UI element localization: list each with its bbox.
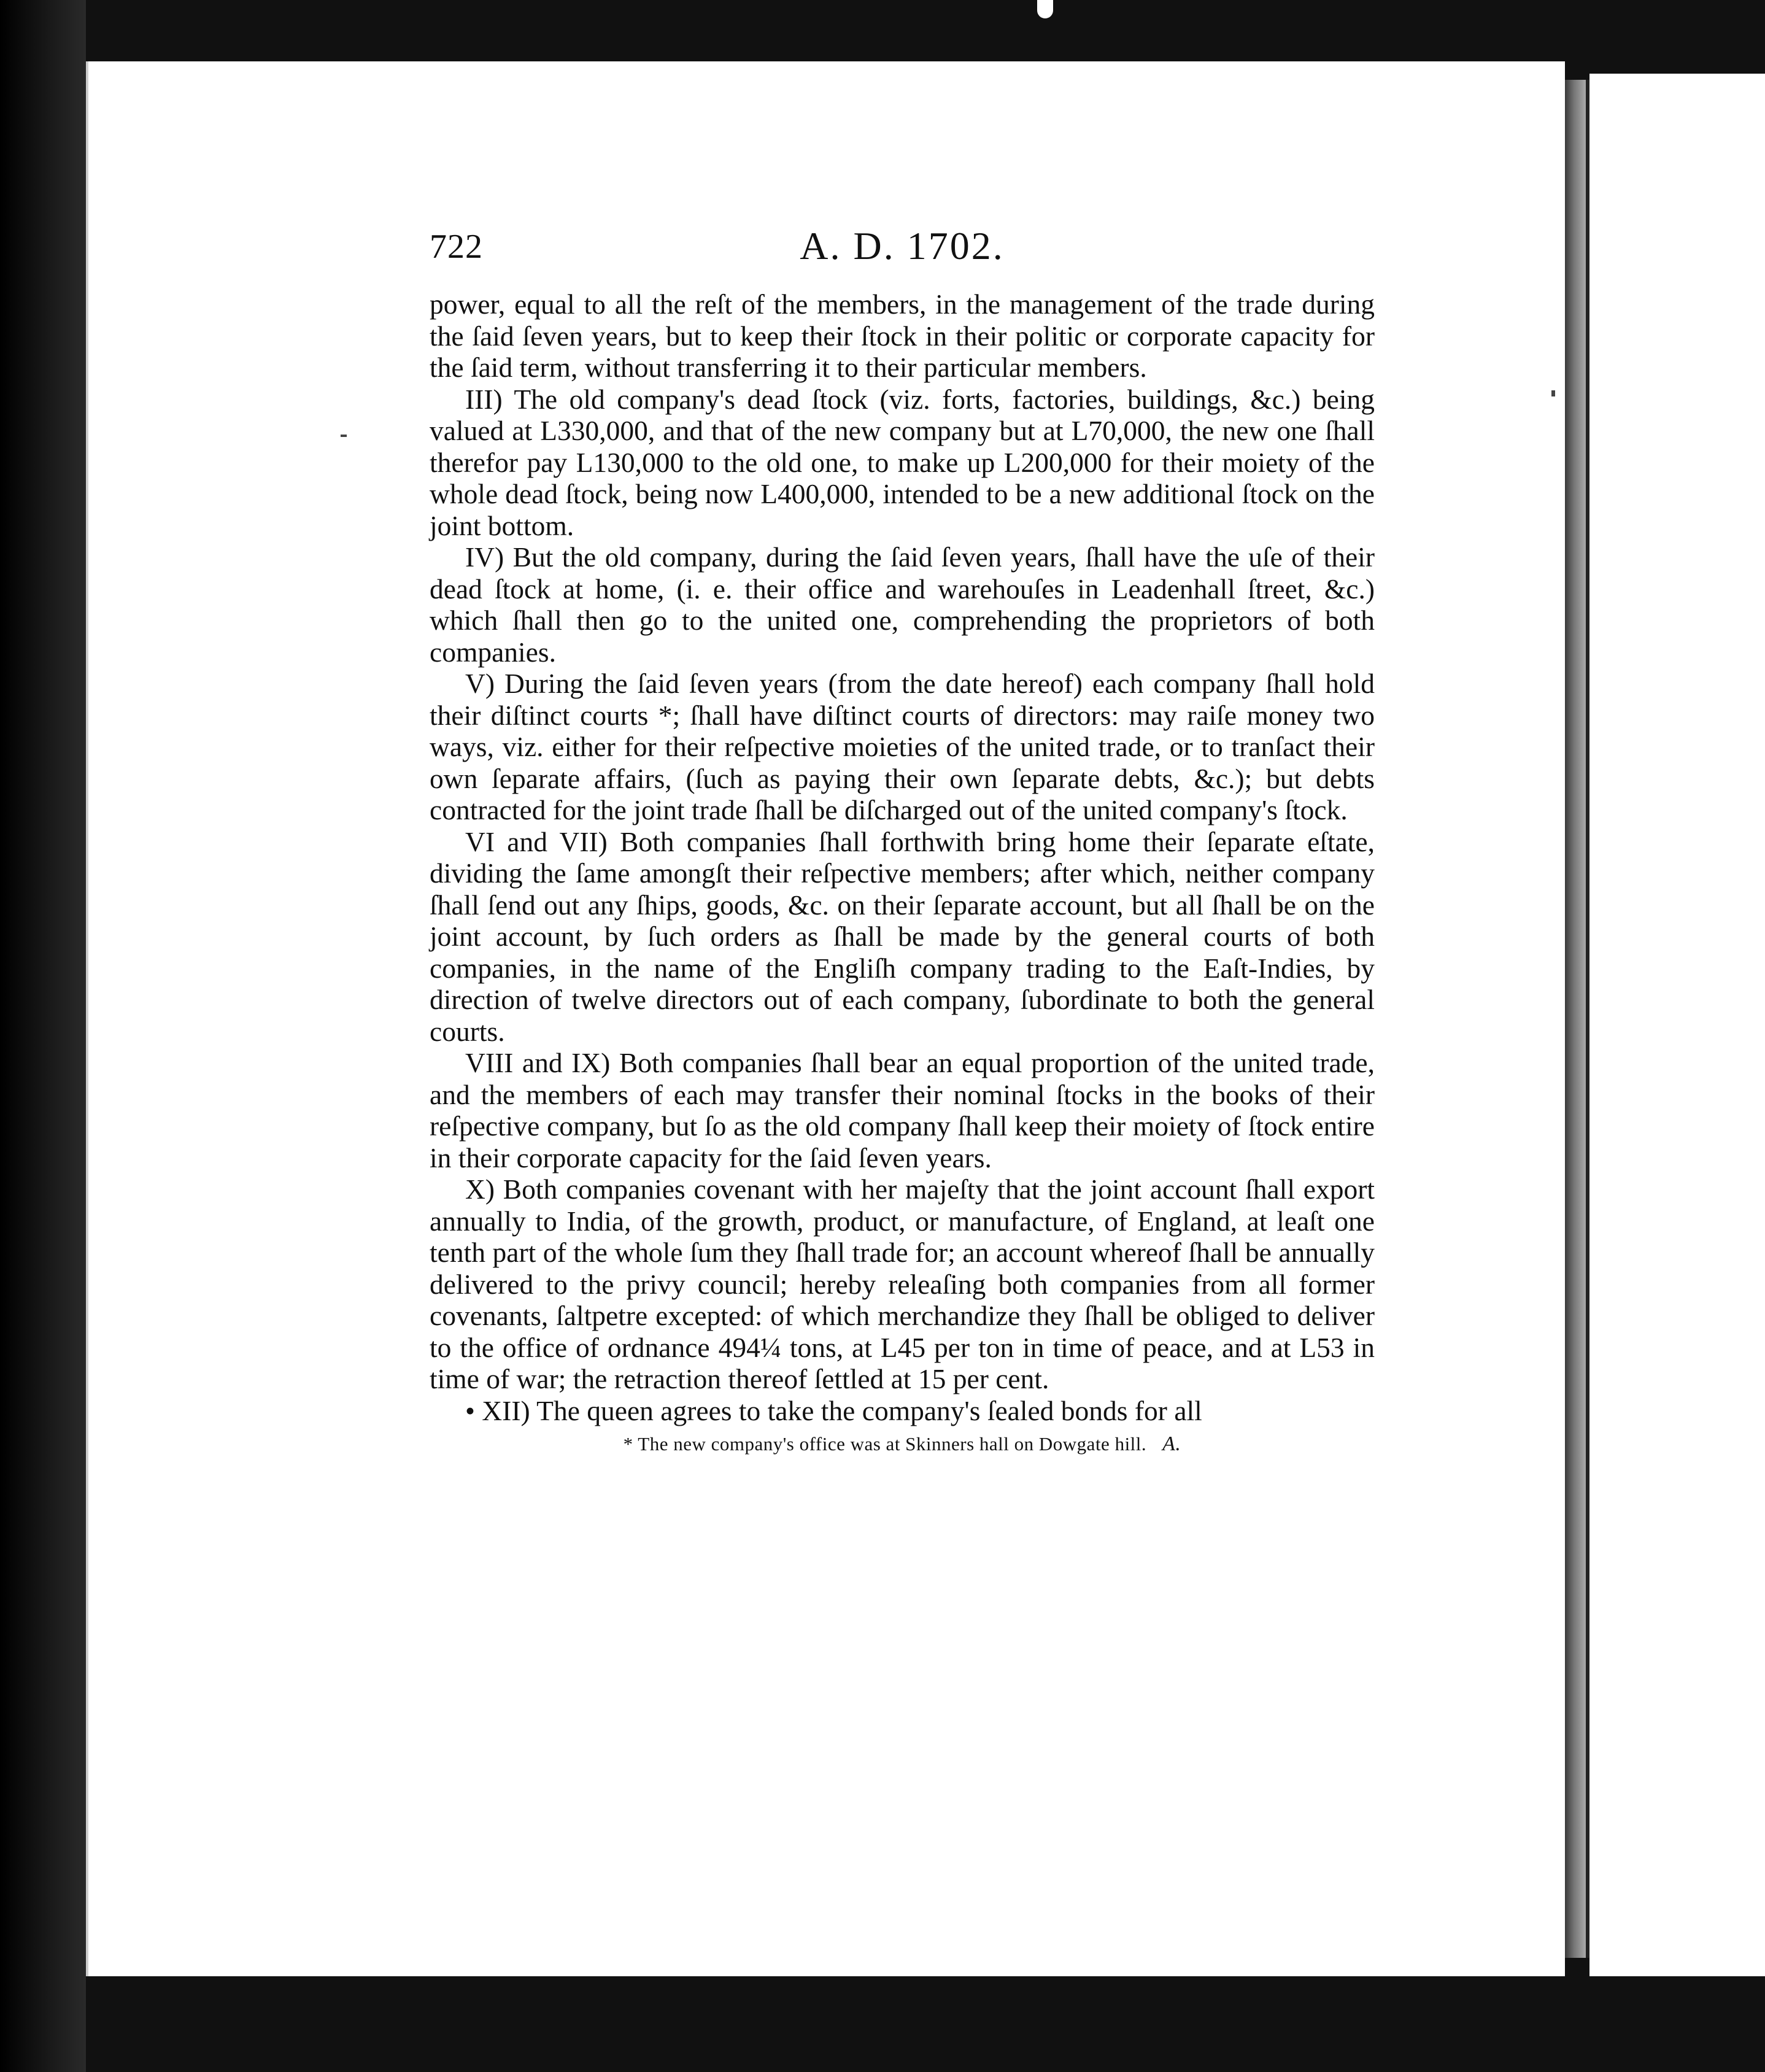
left-margin-dash: [341, 435, 347, 437]
right-margin-mark: [1551, 390, 1555, 396]
paragraph-article-x: X) Both companies covenant with her majeſty that the joint account ſhall export annually to India, of the growth, product, or manufacture, of England, at leaſt one tenth part of the whole ſum they ſhall trade for; an account whereof ſhall be annually delivered to the privy council; hereby releaſing both companies from all former covenants, ſaltpetre excepted: of which merchandize they ſhall be obliged to deliver to the office of ordnance 494¼ tons, at L45 per ton in time of peace, and at L53 in time of war; the retraction thereof ſettled at 15 per cent.: [430, 1173, 1375, 1394]
paragraph-article-vi-vii: VI and VII) Both companies ſhall forthwith bring home their ſeparate eſtate, dividing the ſame amongſt their reſpective members; after which, neither company ſhall ſend out any ſhips, goods, &c. on their ſeparate account, but all ſhall be on the joint account, by ſuch orders as ſhall be made by the general courts of both companies, in the name of the Engliſh company trading to the Eaſt-Indies, by direction of twelve directors out of each company, ſubordinate to both the general courts.: [430, 825, 1375, 1047]
facing-page-edge: [1589, 74, 1765, 1976]
footnote: [430, 1432, 1375, 1456]
text-block: [430, 221, 1375, 1456]
page-header: [430, 221, 1375, 288]
footnote-mark: A.: [1162, 1432, 1181, 1455]
left-scan-edge: [0, 0, 86, 2072]
running-head: A. D. 1702.: [800, 224, 1005, 268]
paragraph-article-viii-ix: VIII and IX) Both companies ſhall bear an equal proportion of the united trade, and the members of each may transfer their nominal ſtocks in the books of their reſpective company, but ſo as the old company ſhall keep their moiety of ſtock entire in their corporate capacity for the ſaid ſeven years.: [430, 1047, 1375, 1173]
body-text: [430, 288, 1375, 1426]
paragraph-continuation: power, equal to all the reſt of the members, in the management of the trade during the ſaid ſeven years, but to keep their ſtock in their politic or corporate capacity for the ſaid term, without transferring it to their particular members.: [430, 288, 1375, 383]
top-scan-mark: [1037, 0, 1053, 18]
paragraph-article-v: V) During the ſaid ſeven years (from the date hereof) each company ſhall hold their diſtinct courts *; ſhall have diſtinct courts of directors: may raiſe money two ways, viz. either for their reſpective moieties of the united trade, or to tranſact their own ſeparate affairs, (ſuch as paying their own ſeparate debts, &c.); but debts contracted for the joint trade ſhall be diſcharged out of the united company's ſtock.: [430, 668, 1375, 825]
footnote-text: * The new company's office was at Skinners hall on Dowgate hill.: [623, 1433, 1147, 1455]
paragraph-article-iii: III) The old company's dead ſtock (viz. forts, factories, buildings, &c.) being valued at L330,000, and that of the new company but at L70,000, the new one ſhall therefor pay L130,000 to the old one, to make up L200,000 for their moiety of the whole dead ſtock, being now L400,000, intended to be a new additional ſtock on the joint bottom.: [430, 383, 1375, 541]
page-gutter: [1565, 80, 1586, 1958]
page-number: 722: [430, 228, 483, 266]
paragraph-article-iv: IV) But the old company, during the ſaid ſeven years, ſhall have the uſe of their dead ſtock at home, (i. e. their office and warehouſes in Leadenhall ſtreet, &c.) which ſhall then go to the united one, comprehending the proprietors of both companies.: [430, 541, 1375, 668]
paragraph-article-xii: • XII) The queen agrees to take the company's ſealed bonds for all: [465, 1394, 1202, 1426]
